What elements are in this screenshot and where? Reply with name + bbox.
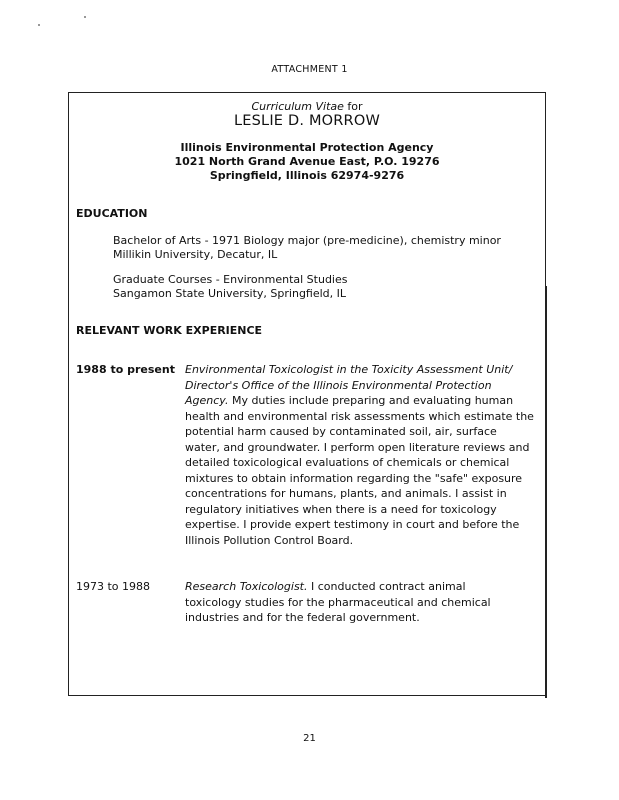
person-name: LESLIE D. MORROW xyxy=(234,113,380,129)
cv-title-text: Curriculum Vitae xyxy=(251,100,344,113)
page-number: 21 xyxy=(303,733,316,744)
job-duties-past: I conducted contract animal toxicology studies for the pharmaceutical and chemical industries and for the federal government. xyxy=(185,580,491,624)
address-line-city: Springfield, Illinois 62974-9276 xyxy=(209,169,405,182)
experience-heading: RELEVANT WORK EXPERIENCE xyxy=(76,324,263,337)
address-line-street: 1021 North Grand Avenue East, P.O. 19276 xyxy=(174,155,440,168)
education-heading: EDUCATION xyxy=(76,207,148,220)
education-graduate: Graduate Courses - Environmental Studies xyxy=(113,273,348,286)
job-title-past: Research Toxicologist. xyxy=(185,580,308,593)
education-graduate-school: Sangamon State University, Springfield, IL xyxy=(113,287,347,300)
cv-title xyxy=(68,100,546,113)
scan-specks xyxy=(38,14,98,28)
education-degree: Bachelor of Arts - 1971 Biology major (pre-medicine), chemistry minor xyxy=(113,234,501,247)
job-period-current: 1988 to present xyxy=(76,363,175,376)
job-description-past xyxy=(185,579,525,626)
job-duties-current: My duties include preparing and evaluating human health and environmental risk assessments which estimate the potential harm caused by contaminated soil, air, surface water, and groundwater. I perform open literature reviews and detailed toxicological evaluations of chemicals or chemical mixtures to obtain information regarding the "safe" exposure concentrations for humans, plants, and animals. I assist in regulatory initiatives when there is a need for toxicology expertise. I provide expert testimony in court and before the Illinois Pollution Control Board. xyxy=(185,394,534,547)
job-period-past: 1973 to 1988 xyxy=(76,580,151,593)
education-degree-school: Millikin University, Decatur, IL xyxy=(113,248,278,261)
attachment-label: ATTACHMENT 1 xyxy=(271,64,348,75)
job-title-current: Environmental Toxicologist in the Toxicity Assessment Unit/ Director's Office of the Illinois Environmental Protection Agency. xyxy=(185,363,513,407)
frame-edge-mark xyxy=(545,286,547,698)
address-line-agency: Illinois Environmental Protection Agency xyxy=(180,141,434,154)
job-description-current xyxy=(185,362,535,548)
cv-title-suffix: for xyxy=(347,100,363,113)
